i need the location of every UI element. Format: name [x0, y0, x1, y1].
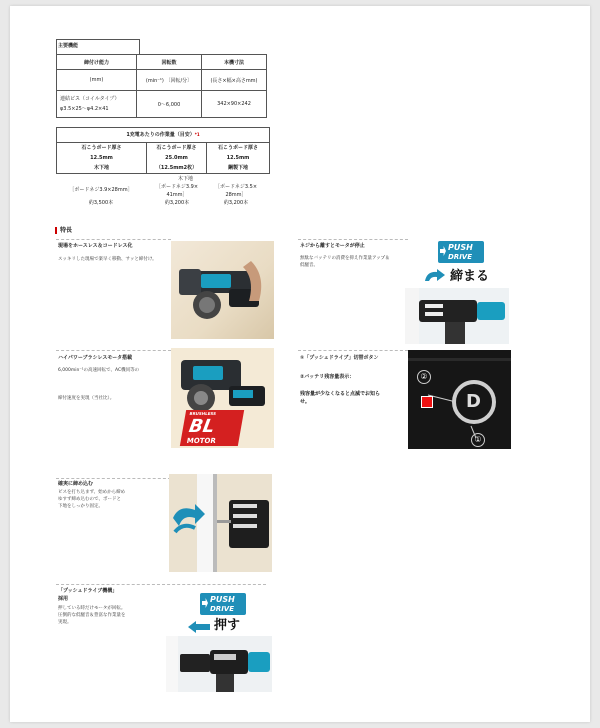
- col3-l1: 石こうボード厚さ: [217, 145, 258, 151]
- screw-type: 連結ビス（コイルタイプ）: [60, 96, 120, 102]
- battery-indicator-icon: [421, 396, 433, 408]
- push-label-2: PUSH: [210, 595, 235, 604]
- note-mark: *1: [194, 132, 200, 137]
- push-drive-badge-1: [438, 241, 484, 263]
- header-rpm: 回転数: [137, 55, 202, 70]
- col2-l1: 石こうボード厚さ: [156, 145, 197, 151]
- rotate-arrow-icon: [423, 268, 447, 282]
- unit-dimensions: (長さ×幅×高さmm): [202, 70, 267, 91]
- push-text: 押す: [214, 618, 241, 633]
- col1-qty: 約3,500本: [88, 200, 114, 206]
- divider-f2: [56, 350, 171, 351]
- divider-f5: [298, 239, 408, 240]
- tighten-text: 締まる: [450, 269, 490, 284]
- f3-heading: 確実に締め込む: [58, 481, 94, 487]
- drive-label-2: DRIVE: [210, 605, 235, 613]
- f2-photo: [171, 348, 274, 448]
- f6-photo: [408, 350, 511, 449]
- drive-label-1: DRIVE: [448, 253, 473, 261]
- f4-heading1: 「プッシュドライブ機構」: [58, 588, 118, 594]
- f6-line1: ①「プッシュドライブ」切替ボタン: [300, 355, 379, 361]
- f5-heading: ネジから離すとモータが停止: [300, 243, 365, 249]
- f5-body1: 無駄なバッテリの消費を抑え作業量アップ＆: [300, 256, 390, 261]
- header-capacity: 締付け能力: [57, 55, 137, 70]
- f6-line3: 残容量が少なくなると点滅でお知ら: [300, 391, 381, 397]
- f6-line2: ②バッテリ残容量表示：: [300, 374, 355, 380]
- col2-screw2: 41mm］: [166, 192, 188, 198]
- capacity-cell: [57, 91, 137, 118]
- f1-body: スッキリした現場で楽早く移動、サッと締付け。: [58, 257, 157, 262]
- document-page: [10, 6, 590, 722]
- motor-label: MOTOR: [186, 437, 217, 445]
- work-col-1: [57, 143, 147, 174]
- col2-l3: （12.5mm2枚）: [155, 165, 198, 171]
- unit-capacity: (mm): [57, 70, 137, 91]
- f3-body3: 下地をしっかり固定。: [58, 504, 103, 509]
- spec-title-box: [56, 39, 140, 54]
- col1-l1: 石こうボード厚さ: [81, 145, 122, 151]
- f6-line4: せ。: [300, 399, 310, 405]
- col1-screw: ［ボードネジ3.9×28mm］: [69, 187, 133, 193]
- work-col-3: [207, 143, 270, 174]
- col2-screw1: ［ボードネジ3.9×: [155, 184, 199, 190]
- work-col-2: [147, 143, 207, 174]
- f4-photo: [166, 636, 272, 692]
- work-table-title: 1充電あたりの作業量（目安）: [126, 132, 195, 138]
- work-table: [56, 127, 270, 174]
- rpm-value: 0〜6,000: [137, 91, 202, 118]
- col2-l4: 木下地: [177, 176, 193, 182]
- f2-body1: 6,000min⁻¹の高速回転で、AC機同等の: [58, 368, 140, 373]
- bl-label: BL: [187, 416, 217, 437]
- bl-brushless-label: BRUSHLESS: [189, 411, 217, 416]
- dimensions-value: 342×90×242: [202, 91, 267, 118]
- f4-body2: 圧倒的な低騒音＆豊富な作業量を: [58, 613, 126, 618]
- f3-photo: [169, 474, 272, 572]
- drive-button-letter: D: [466, 391, 481, 412]
- push-label-1: PUSH: [448, 243, 473, 252]
- divider-f3: [56, 478, 171, 479]
- f2-heading: ハイパワーブラシレスモータ搭載: [58, 355, 133, 361]
- f2-body2: 締付速度を実現（当社比）。: [58, 396, 115, 401]
- screwdriver-photo: [171, 241, 274, 339]
- col2-l2: 25.0mm: [165, 155, 188, 161]
- bl-motor-badge: [180, 410, 244, 446]
- divider-f4: [56, 584, 266, 585]
- f3-body1: ビスを打ち込まず、始めから締め: [58, 490, 126, 495]
- f4-body3: 実現。: [58, 620, 72, 625]
- push-arrow-icon: [440, 246, 446, 256]
- f3-body2: ゆすず締め込むので、ボードと: [58, 497, 121, 502]
- col3-l3: 鋼製下地: [227, 165, 248, 171]
- unit-rpm: (min⁻¹) 〔回転/分〕: [137, 70, 202, 91]
- left-arrow-icon: [188, 618, 210, 630]
- marker-1: ①: [471, 433, 485, 447]
- col1-l3: 木下地: [93, 165, 109, 171]
- col1-l2: 12.5mm: [90, 155, 113, 161]
- work-table-title-cell: [57, 128, 270, 143]
- divider-f1: [56, 239, 171, 240]
- col3-qty: 約3,200本: [223, 200, 249, 206]
- col3-screw2: 28mm］: [225, 192, 247, 198]
- divider-f6: [298, 350, 408, 351]
- features-marker: [55, 227, 57, 234]
- f5-photo: [405, 288, 509, 344]
- f4-body1: 押している時だけモータが回転。: [58, 606, 126, 611]
- col3-screw1: ［ボードネジ3.5×: [214, 184, 258, 190]
- spec-table-title: 主要機能: [58, 43, 79, 49]
- header-dimensions: 本機寸法: [202, 55, 267, 70]
- spec-table: [56, 54, 267, 118]
- screw-size: φ3.5×25〜φ4.2×41: [60, 106, 109, 112]
- f1-heading: 現場をホースレス＆コードレス化: [58, 243, 133, 249]
- col2-qty: 約3,200本: [164, 200, 190, 206]
- marker-2: ②: [417, 370, 431, 384]
- push-arrow-icon-2: [202, 598, 208, 608]
- f4-heading2: 採用: [58, 596, 69, 602]
- col3-l2: 12.5mm: [226, 155, 250, 161]
- f1-photo: [171, 241, 274, 339]
- push-drive-badge-2: [200, 593, 246, 615]
- f5-body2: 低騒音。: [300, 263, 318, 268]
- features-title: 特長: [60, 227, 73, 234]
